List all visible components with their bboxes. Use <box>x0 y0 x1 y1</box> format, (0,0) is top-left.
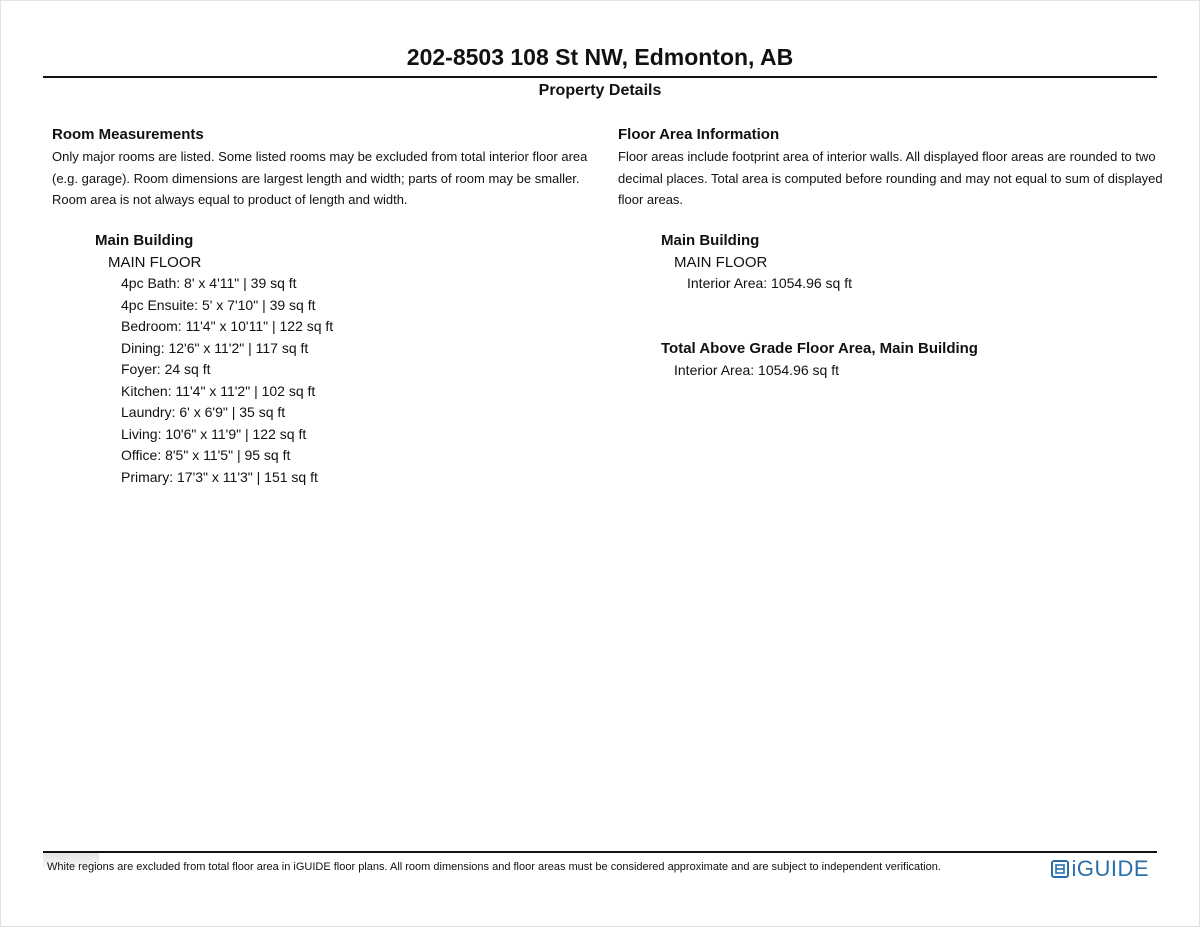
list-item: 4pc Ensuite: 5' x 7'10" | 39 sq ft <box>121 296 316 313</box>
list-item: Kitchen: 11'4" x 11'2" | 102 sq ft <box>121 382 316 399</box>
list-item: Office: 8'5" x 11'5" | 95 sq ft <box>121 447 291 463</box>
footer-disclaimer: White regions are excluded from total floor area in iGUIDE floor plans. All room dimensions and floor areas must be considered approximate and are subject to independent verification. <box>47 861 941 873</box>
list-item: Laundry: 6' x 6'9" | 35 sq ft <box>121 404 286 420</box>
footer-divider <box>43 851 1157 853</box>
list-item: 4pc Bath: 8' x 4'11" | 39 sq ft <box>121 275 297 291</box>
list-item: Living: 10'6" x 11'9" | 122 sq ft <box>121 425 307 442</box>
floor-name: MAIN FLOOR <box>108 253 202 271</box>
building-title: Main Building <box>95 231 194 249</box>
page-subtitle: Property Details <box>538 82 662 99</box>
list-item: Primary: 17'3" x 11'3" | 151 sq ft <box>121 468 318 485</box>
room-measurements-building <box>52 230 597 489</box>
room-measurements-section <box>52 125 597 488</box>
total-area-block <box>618 338 1166 382</box>
total-interior-area: Interior Area: 1054.96 sq ft <box>674 361 839 378</box>
iguide-logo <box>1051 856 1149 882</box>
iguide-logo-icon <box>1051 860 1069 878</box>
floor-area-heading: Floor Area Information <box>618 126 780 143</box>
room-measurements-heading: Room Measurements <box>52 126 204 143</box>
floor-name: MAIN FLOOR <box>674 253 768 271</box>
floor-area-description: Floor areas include footprint area of interior walls. All displayed floor areas are rounded to two decimal places. Total area is computed before rounding and may not equal to sum of displayed floor areas. <box>618 149 1163 207</box>
building-title: Main Building <box>661 231 760 249</box>
list-item: Foyer: 24 sq ft <box>121 361 211 377</box>
room-measurements-description: Only major rooms are listed. Some listed rooms may be excluded from total interior floor area (e.g. garage). Room dimensions are largest length and width; parts of room may be smaller. Room area is not always equal to product of length and width. <box>52 149 588 207</box>
floor-area-building <box>618 230 1166 295</box>
title-divider <box>43 76 1157 78</box>
interior-area: Interior Area: 1054.96 sq ft <box>687 275 852 291</box>
total-area-heading: Total Above Grade Floor Area, Main Building <box>661 339 978 357</box>
iguide-logo-text: iGUIDE <box>1071 856 1149 881</box>
list-item: Dining: 12'6" x 11'2" | 117 sq ft <box>121 339 309 356</box>
list-item: Bedroom: 11'4" x 10'11" | 122 sq ft <box>121 318 334 334</box>
floor-area-section <box>618 125 1166 381</box>
page-title: 202-8503 108 St NW, Edmonton, AB <box>406 44 794 70</box>
room-list <box>95 273 597 488</box>
